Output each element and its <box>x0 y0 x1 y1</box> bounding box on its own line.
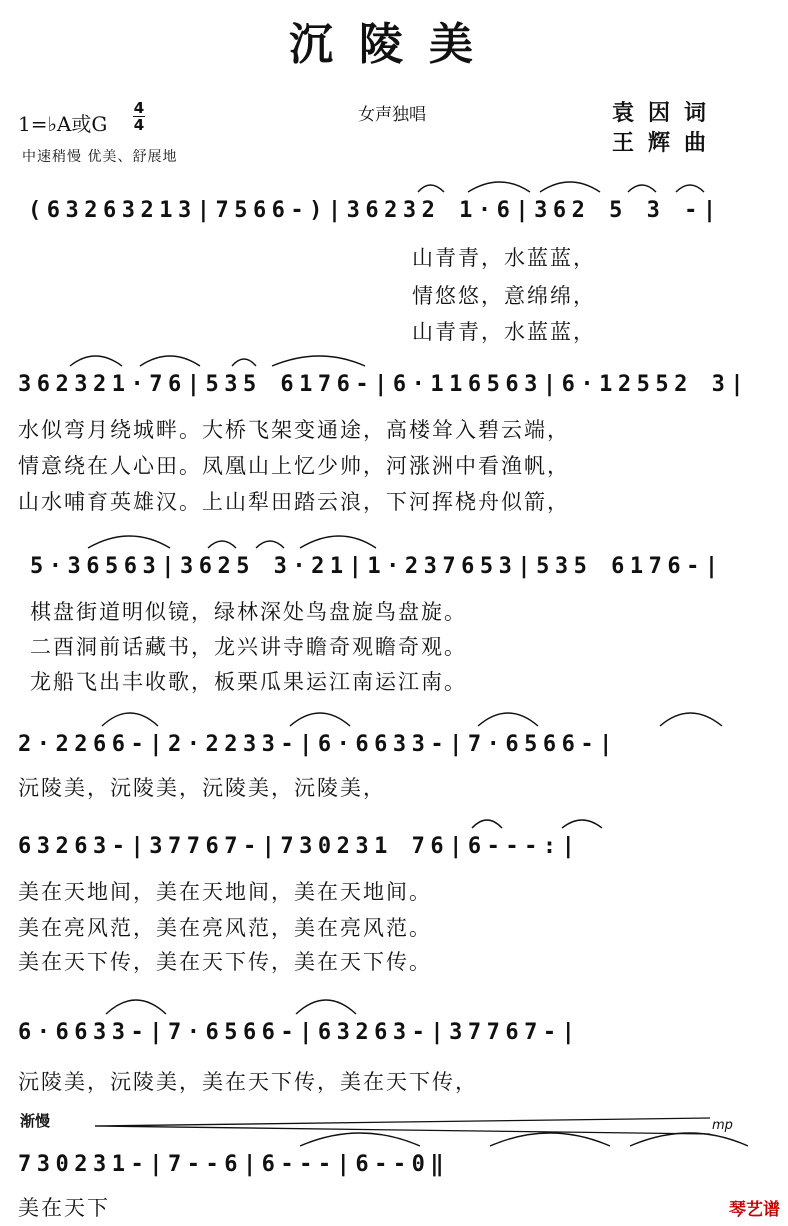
lyric-line-5-verse-2: 美在亮风范，美在亮风范，美在亮风范。 <box>18 916 432 940</box>
lyric-line-1-verse-2: 情悠悠，意绵绵， <box>412 284 596 308</box>
lyric-line-2-verse-1: 水似弯月绕城畔。大桥飞架变通途，高楼耸入碧云端， <box>18 418 570 442</box>
crescendo-hairpin <box>95 1118 710 1134</box>
lyric-line-5-verse-3: 美在天下传，美在天下传，美在天下传。 <box>18 950 432 974</box>
notation-line-3: 5·36563|3625 3·21|1·237653|535 6176-| <box>30 554 724 579</box>
notation-line-7: 730231-|7--6|6---|6--0‖ <box>18 1152 450 1177</box>
lyric-line-1-verse-3: 山青青，水蓝蓝， <box>412 320 596 344</box>
notation-line-4: 2·2266-|2·2233-|6·6633-|7·6566-| <box>18 732 618 757</box>
notation-line-5: 63263-|37767-|730231 76|6---:| <box>18 834 581 859</box>
lyricist-credit: 袁因词 <box>612 101 721 126</box>
song-title: 沉陵美 <box>289 19 499 70</box>
time-signature: 4 4 <box>133 99 145 134</box>
key-signature: 1=♭A或G <box>18 112 108 136</box>
notation-line-6: 6·6633-|7·6566-|63263-|37767-| <box>18 1020 581 1045</box>
performance-type: 女声独唱 <box>358 105 426 125</box>
lyric-line-2-verse-2: 情意绕在人心田。凤凰山上忆少帅，河涨洲中看渔帆， <box>18 454 570 478</box>
notation-line-2: 362321·76|535 6176-|6·116563|6·12552 3| <box>18 372 750 397</box>
tempo-marking: 中速稍慢 优美、舒展地 <box>22 149 178 165</box>
slur-marks <box>70 182 748 1146</box>
dynamic-marking: mp <box>712 1118 733 1133</box>
lyric-line-5-verse-1: 美在天地间，美在天地间，美在天地间。 <box>18 880 432 904</box>
lyric-line-3-verse-3: 龙船飞出丰收歌，板栗瓜果运江南运江南。 <box>30 670 467 694</box>
lyric-line-1-verse-1: 山青青，水蓝蓝， <box>412 246 596 270</box>
rit-marking: 渐慢 <box>20 1112 51 1130</box>
composer-credit: 王辉曲 <box>612 131 721 156</box>
lyric-line-4: 沅陵美，沅陵美，沅陵美，沅陵美， <box>18 776 386 800</box>
site-logo: 琴艺谱 <box>729 1200 780 1220</box>
lyric-line-2-verse-3: 山水哺育英雄汉。上山犁田踏云浪，下河挥桡舟似箭， <box>18 490 570 514</box>
lyric-line-7: 美在天下 <box>18 1196 110 1220</box>
lyric-line-3-verse-1: 棋盘街道明似镜，绿林深处鸟盘旋鸟盘旋。 <box>30 600 467 624</box>
lyric-line-6: 沅陵美，沅陵美，美在天下传，美在天下传， <box>18 1070 478 1094</box>
lyric-line-3-verse-2: 二酉洞前话藏书，龙兴讲寺瞻奇观瞻奇观。 <box>30 635 467 659</box>
notation-line-1: (63263213|7566-)|36232 1·6|362 5 3 -| <box>28 198 722 223</box>
